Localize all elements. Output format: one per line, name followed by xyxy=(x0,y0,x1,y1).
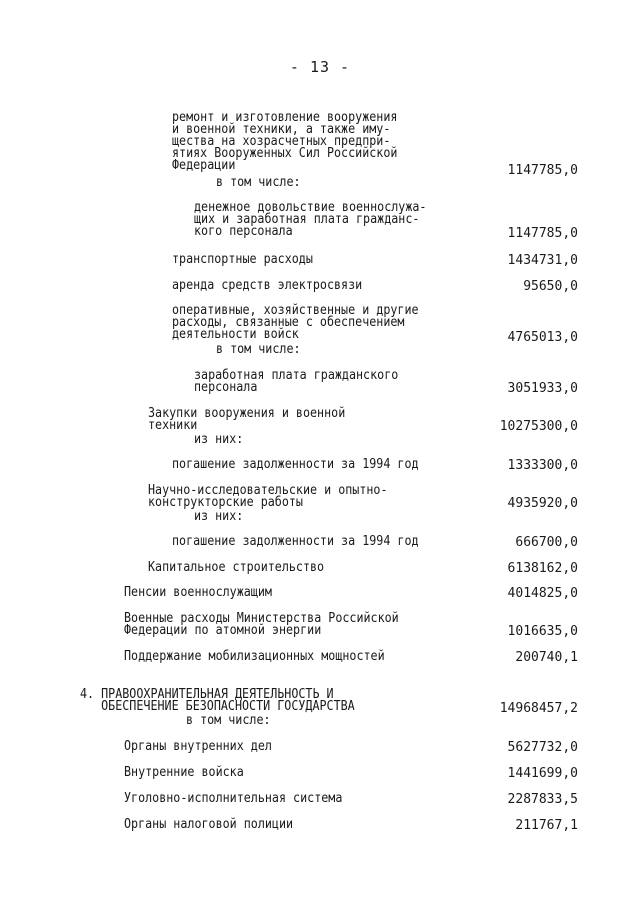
row-label: из них: xyxy=(194,432,244,447)
row-label: погашение задолженности за 1994 год xyxy=(172,457,419,472)
row-value: 211767,1 xyxy=(515,818,578,833)
row-value: 5627732,0 xyxy=(507,740,578,755)
row-value: 1147785,0 xyxy=(507,163,578,178)
row-label: оперативные, хозяйственные и другие расходы, связанные с обеспечением деятельности войск xyxy=(172,303,419,342)
row-value: 95650,0 xyxy=(523,279,578,294)
row-value: 4935920,0 xyxy=(507,496,578,511)
row-label: в том числе: xyxy=(216,175,301,190)
row-value: 1441699,0 xyxy=(507,766,578,781)
row-label: Научно-исследовательские и опытно- конструкторские работы xyxy=(148,483,388,510)
row-label: Поддержание мобилизационных мощностей xyxy=(124,649,385,664)
row-label: Органы налоговой полиции xyxy=(124,817,294,832)
row-label: в том числе: xyxy=(216,342,301,357)
row-label: в том числе: xyxy=(186,713,271,728)
row-value: 6138162,0 xyxy=(507,561,578,576)
row-label: Уголовно-исполнительная система xyxy=(124,791,343,806)
row-label: Закупки вооружения и военной техники xyxy=(148,406,346,433)
row-value: 14968457,2 xyxy=(499,701,578,716)
row-value: 10275300,0 xyxy=(499,419,578,434)
row-value: 200740,1 xyxy=(515,650,578,665)
row-label: ремонт и изготовление вооружения и военной техники, а также иму- щества на хозрасчетных предпри- ятиях Вооруженных Сил Российской Федерации xyxy=(172,110,398,173)
row-label: Пенсии военнослужащим xyxy=(124,585,272,600)
row-value: 2287833,5 xyxy=(507,792,578,807)
row-label: транспортные расходы xyxy=(172,252,313,267)
row-value: 4014825,0 xyxy=(507,586,578,601)
row-value: 1333300,0 xyxy=(507,458,578,473)
row-value: 1016635,0 xyxy=(507,624,578,639)
row-value: 666700,0 xyxy=(515,535,578,550)
page-number: - 13 - xyxy=(289,58,351,76)
row-label: 4. ПРАВООХРАНИТЕЛЬНАЯ ДЕЯТЕЛЬНОСТЬ И ОБЕСПЕЧЕНИЕ БЕЗОПАСНОСТИ ГОСУДАРСТВА xyxy=(80,687,355,714)
row-value: 1434731,0 xyxy=(507,253,578,268)
row-label: Военные расходы Министерства Российской Федерации по атомной энергии xyxy=(124,611,399,638)
row-label: Капитальное строительство xyxy=(148,560,325,575)
row-label: заработная плата гражданского персонала xyxy=(194,368,399,395)
row-value: 3051933,0 xyxy=(507,381,578,396)
row-value: 4765013,0 xyxy=(507,330,578,345)
row-label: Органы внутренних дел xyxy=(124,739,272,754)
row-label: денежное довольствие военнослужа- щих и заработная плата гражданс- кого персонала xyxy=(194,200,427,239)
row-label: аренда средств электросвязи xyxy=(172,278,363,293)
row-value: 1147785,0 xyxy=(507,226,578,241)
row-label: из них: xyxy=(194,509,244,524)
row-label: погашение задолженности за 1994 год xyxy=(172,534,419,549)
row-label: Внутренние войска xyxy=(124,765,244,780)
